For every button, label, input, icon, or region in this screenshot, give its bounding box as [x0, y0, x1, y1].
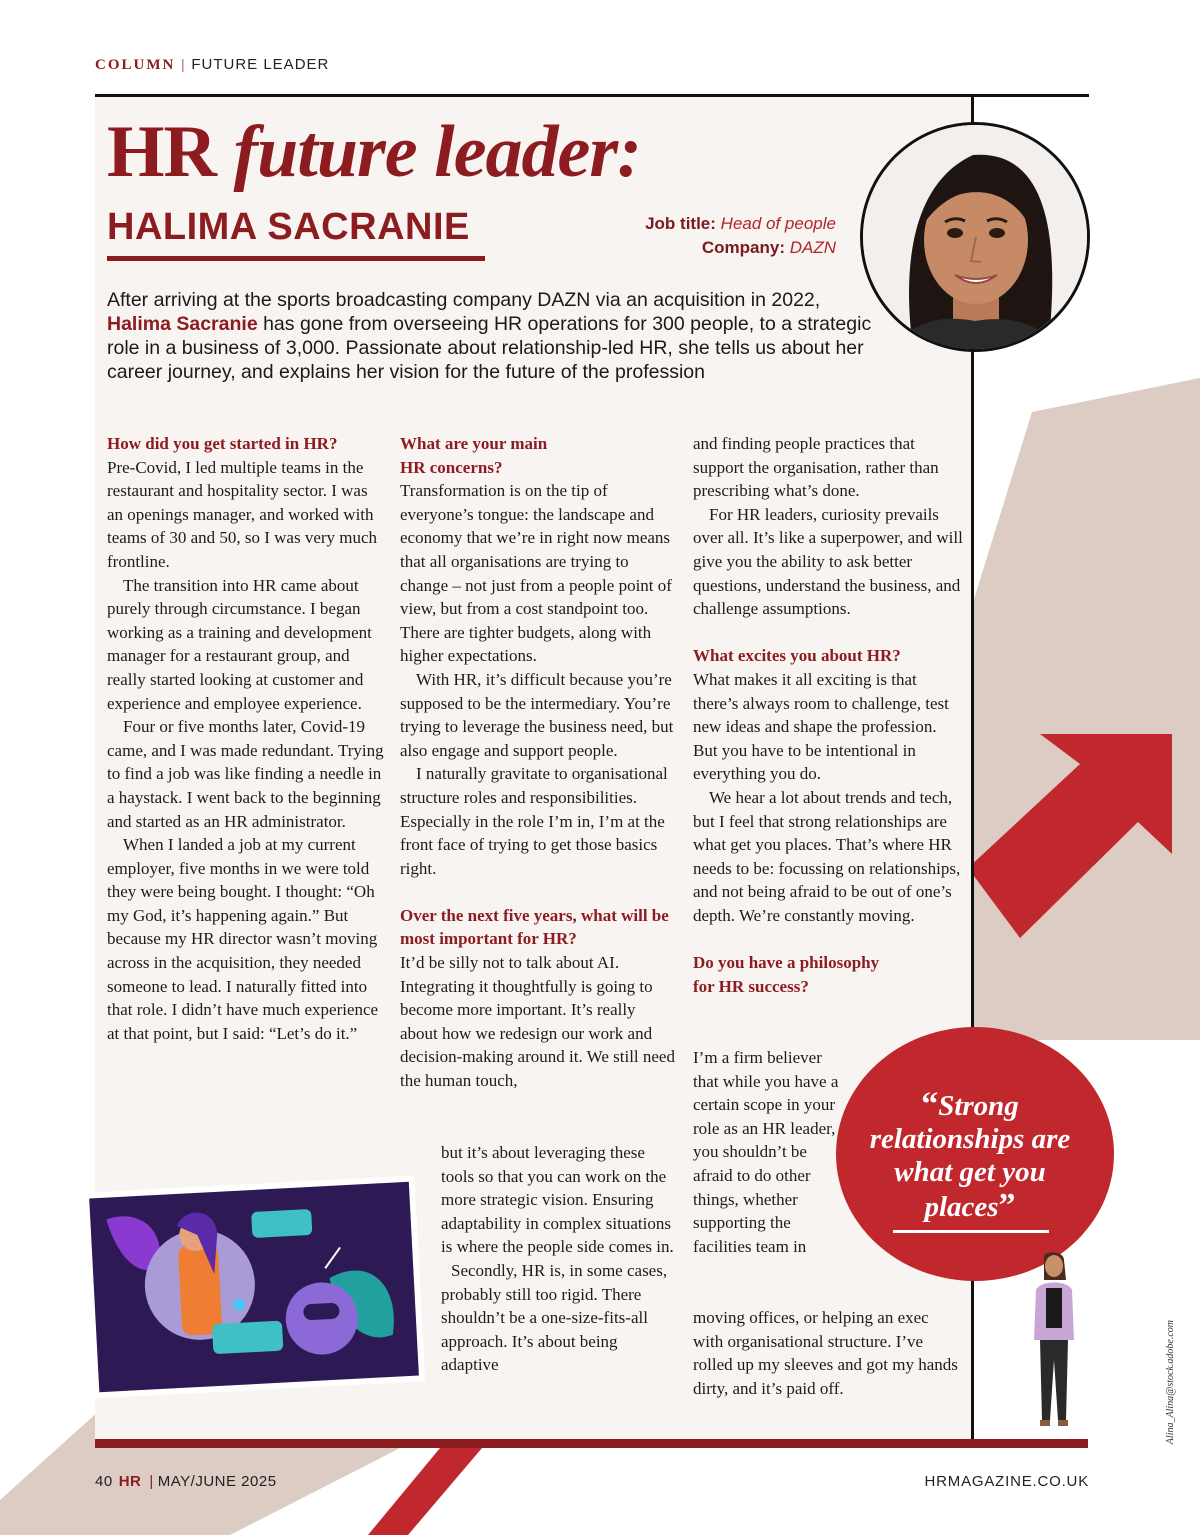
section-label: COLUMN	[95, 57, 176, 73]
ai-illustration	[80, 1172, 428, 1400]
paragraph: Transformation is on the tip of everyone’s tongue: the landscape and economy that we’re in right now means that all organisations are trying to change – not just from a people point of view, but from a cost standpoint too. There are tighter budgets, along with higher expectations.	[400, 481, 672, 666]
open-quote-mark: “	[921, 1086, 939, 1123]
close-quote-mark: ”	[998, 1187, 1016, 1224]
question-heading	[400, 432, 675, 479]
paragraph: and finding people practices that support the organisation, rather than prescribing what’s done.	[693, 434, 939, 501]
footer-folio	[95, 1473, 277, 1490]
job-title-label: Job title:	[645, 214, 716, 233]
company-value: DAZN	[789, 238, 836, 257]
paragraph: moving offices, or helping an exec with organisational structure. I’ve rolled up my sleeves and got my hands dirty, and it’s paid off.	[693, 1308, 958, 1398]
paragraph: Secondly, HR is, in some cases, probably still too rigid. There shouldn’t be a one-size-fits-all approach. It’s about being adaptive	[441, 1260, 668, 1375]
subsection-label: FUTURE LEADER	[191, 56, 330, 73]
title-main: future leader:	[233, 111, 641, 193]
job-title-value: Head of people	[720, 214, 836, 233]
article-column-3-wrap	[693, 1046, 848, 1258]
footer-website: HRMAGAZINE.CO.UK	[924, 1473, 1089, 1490]
intro-standfirst	[107, 288, 887, 384]
intro-part-2: has gone from overseeing HR operations for 300 people, to a strategic role in a business of 3,000. Passionate about relationship-led HR, she tells us about her career journey, and explains her vision for the future of the profession	[107, 313, 872, 383]
article-column-3-end	[693, 1306, 963, 1400]
paragraph: We hear a lot about trends and tech, but I feel that strong relationships are what get you places. That’s where HR needs to be: focussing on relationships, and not being afraid to be out of one’s depth. We’re constantly moving.	[693, 787, 961, 925]
job-info	[560, 212, 836, 260]
paragraph: I naturally gravitate to organisational structure roles and responsibilities. Especially in the role I’m in, I’m at the front face of trying to get those basics right.	[400, 764, 668, 878]
paragraph: With HR, it’s difficult because you’re supposed to be the intermediary. You’re trying to leverage the business need, but also engage and support people.	[400, 669, 674, 760]
image-credit: Alina_Alina@stock.adobe.com	[1165, 1320, 1176, 1445]
paragraph: It’d be silly not to talk about AI. Integrating it thoughtfully is going to become more important. It’s really about how we redesign our work and decision-making around it. We still need the human touch,	[400, 953, 675, 1091]
page-number: 40	[95, 1473, 113, 1490]
paragraph: What makes it all exciting is that there’s always room to challenge, test new ideas and shape the profession. But you have to be intentional in everything you do.	[693, 669, 949, 784]
article-column-1	[107, 432, 385, 1045]
portrait-illustration	[863, 125, 1087, 349]
paragraph: The transition into HR came about purely through circumstance. I began working as a training and development manager for a restaurant group, and really started looking at customer and experience and employee experience.	[107, 575, 372, 713]
question-heading: Over the next five years, what will be most important for HR?	[400, 905, 669, 949]
question-heading-line-2: for HR success?	[693, 976, 809, 996]
section-header	[95, 56, 329, 74]
question-heading: How did you get started in HR?	[107, 434, 338, 453]
name-underline	[107, 256, 485, 261]
interviewee-name: HALIMA SACRANIE	[107, 206, 470, 248]
paragraph: For HR leaders, curiosity prevails over all. It’s like a superpower, and will give you the ability to ask better questions, understand the business, and challenge assumptions.	[693, 504, 963, 619]
paragraph: Pre-Covid, I led multiple teams in the restaurant and hospitality sector. I was an openings manager, and worked with teams of 30 and 50, so I was very much frontline.	[107, 457, 378, 571]
standing-woman-illustration	[1022, 1250, 1088, 1446]
article-column-3	[693, 432, 963, 998]
beige-arrow-shape	[970, 378, 1200, 1040]
spacer	[693, 621, 963, 645]
page-title	[107, 112, 641, 192]
article-column-2	[400, 432, 675, 1093]
spacer	[693, 927, 963, 951]
question-heading-line-2: HR concerns?	[400, 457, 503, 477]
magazine-name: HR	[118, 1473, 142, 1490]
footer-separator: |	[149, 1473, 154, 1490]
question-heading	[693, 951, 963, 998]
pull-quote-text: Strong relationships are what get you places	[869, 1090, 1071, 1223]
article-column-2-continued	[441, 1141, 675, 1377]
bottom-rule	[95, 1439, 1088, 1448]
paragraph: but it’s about leveraging these tools so that you can work on the more strategic vision. Ensuring adaptability in complex situations is where the people side comes in.	[441, 1143, 674, 1257]
question-heading-line-1: What are your main	[400, 434, 548, 453]
intro-part-1: After arriving at the sports broadcasting company DAZN via an acquisition in 2022,	[107, 289, 821, 311]
spacer	[400, 880, 675, 904]
title-prefix: HR	[107, 111, 216, 193]
portrait-photo	[860, 122, 1090, 352]
bottom-red-stripe	[368, 1448, 482, 1535]
paragraph: Four or five months later, Covid-19 came, and I was made redundant. Trying to find a job was like finding a needle in a haystack. I went back to the beginning and started as an HR administrator.	[107, 717, 384, 831]
header-separator: |	[181, 57, 186, 73]
pull-quote	[850, 1088, 1090, 1224]
pull-quote-rule	[893, 1230, 1049, 1233]
question-heading: What excites you about HR?	[693, 646, 901, 666]
paragraph: I’m a firm believer that while you have a certain scope in your role as an HR leader, you shouldn’t be afraid to do other things, whether supporting the facilities team in	[693, 1048, 839, 1256]
question-heading-line-1: Do you have a philosophy	[693, 953, 880, 973]
issue-date: MAY/JUNE 2025	[157, 1473, 277, 1490]
company-label: Company:	[701, 238, 785, 257]
intro-name-highlight: Halima Sacranie	[107, 313, 258, 335]
paragraph: When I landed a job at my current employer, five months in we were told they were being bought. I thought: “Oh my God, it’s happening again.” But because my HR director wasn’t moving across in the acquisition, they needed someone to lead. I naturally fitted into that role. I didn’t have much experience at that point, but I said: “Let’s do it.”	[107, 835, 379, 1043]
top-rule	[95, 94, 1089, 97]
